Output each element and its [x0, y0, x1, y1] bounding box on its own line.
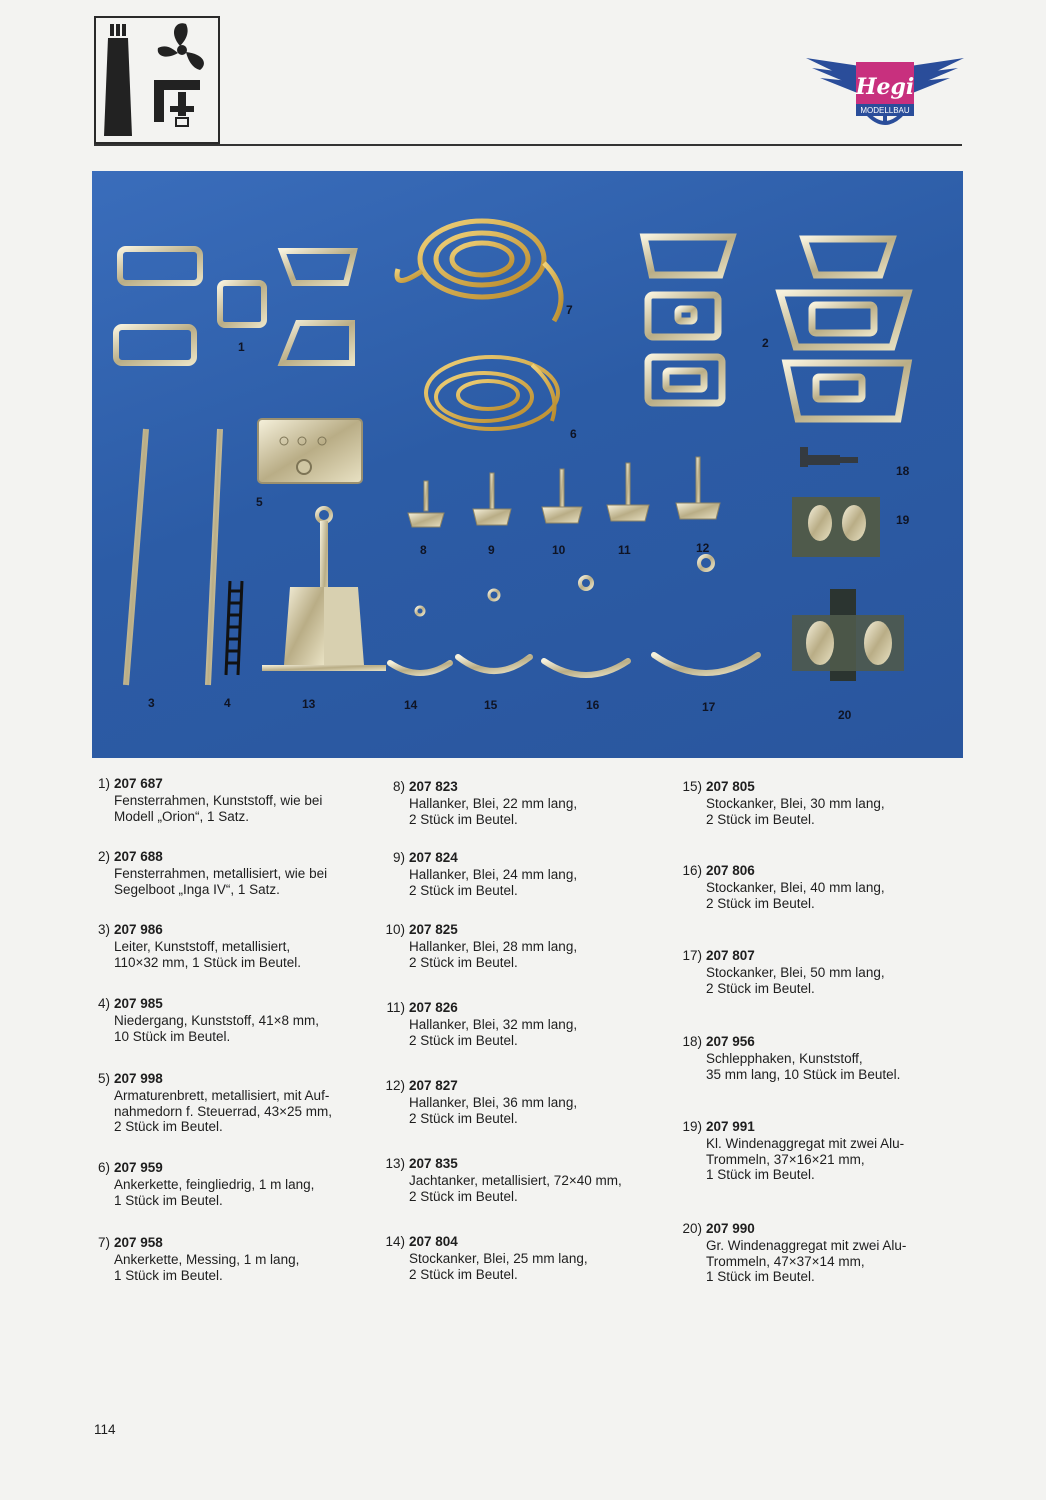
item-code: 207 827 — [409, 1078, 458, 1093]
hegi-modellbau-logo — [806, 54, 964, 130]
product-photo — [92, 171, 963, 758]
item-index: 17) — [682, 948, 702, 963]
item-index: 2) — [97, 849, 110, 864]
item-description: Gr. Windenaggregat mit zwei Alu- Trommeln, 47×37×14 mm, 1 Stück im Beutel. — [706, 1238, 907, 1284]
photo-label-17: 17 — [702, 700, 716, 714]
item-code: 207 991 — [706, 1119, 755, 1134]
photo-label-12: 12 — [696, 541, 710, 555]
photo-label-11: 11 — [618, 543, 631, 557]
item-description: Hallanker, Blei, 36 mm lang, 2 Stück im Beutel. — [409, 1095, 578, 1126]
item-code: 207 805 — [706, 779, 755, 794]
anchor-chain-fine — [426, 357, 558, 429]
item-code: 207 958 — [114, 1235, 163, 1250]
item-description: Jachtanker, metallisiert, 72×40 mm, 2 Stück im Beutel. — [409, 1173, 622, 1204]
small-winch — [792, 497, 880, 557]
photo-label-19: 19 — [896, 513, 910, 527]
item-index: 13) — [385, 1156, 405, 1171]
item-description: Fensterrahmen, metallisiert, wie bei Segelboot „Inga IV“, 1 Satz. — [114, 866, 328, 897]
item-description: Ankerkette, feingliedrig, 1 m lang, 1 Stück im Beutel. — [114, 1177, 315, 1208]
photo-label-8: 8 — [420, 543, 427, 557]
photo-label-18: 18 — [896, 464, 910, 478]
logo-subtext: MODELLBAU — [860, 106, 910, 115]
item-description: Stockanker, Blei, 50 mm lang, 2 Stück im Beutel. — [706, 965, 885, 996]
item-code: 207 826 — [409, 1000, 458, 1015]
item-description: Leiter, Kunststoff, metallisiert, 110×32 mm, 1 Stück im Beutel. — [114, 939, 301, 970]
logo-text: Hegi — [855, 74, 915, 100]
photo-label-13: 13 — [302, 697, 316, 711]
item-index: 4) — [97, 996, 110, 1011]
photo-label-3: 3 — [148, 696, 155, 710]
companionway-ladder — [226, 581, 242, 675]
item-description: Hallanker, Blei, 28 mm lang, 2 Stück im Beutel. — [409, 939, 578, 970]
item-index: 18) — [682, 1034, 702, 1049]
window-frames-metallized — [644, 237, 908, 419]
item-description: Fensterrahmen, Kunststoff, wie bei Modell „Orion“, 1 Satz. — [114, 793, 323, 824]
item-description: Schlepphaken, Kunststoff, 35 mm lang, 10 Stück im Beutel. — [706, 1051, 901, 1082]
photo-label-15: 15 — [484, 698, 498, 712]
item-index: 7) — [97, 1235, 110, 1250]
item-code: 207 825 — [409, 922, 458, 937]
item-code: 207 959 — [114, 1160, 163, 1175]
dashboard-panel — [258, 419, 362, 483]
item-index: 20) — [682, 1221, 702, 1236]
item-index: 15) — [682, 779, 702, 794]
photo-label-6: 6 — [570, 427, 577, 441]
item-index: 16) — [682, 863, 702, 878]
stock-anchors — [390, 556, 758, 675]
item-code: 207 824 — [409, 850, 458, 865]
photo-label-5: 5 — [256, 495, 263, 509]
yacht-anchor — [262, 508, 386, 671]
item-description: Hallanker, Blei, 24 mm lang, 2 Stück im Beutel. — [409, 867, 578, 898]
item-index: 1) — [97, 776, 110, 791]
item-description: Hallanker, Blei, 22 mm lang, 2 Stück im Beutel. — [409, 796, 578, 827]
item-index: 6) — [97, 1160, 110, 1175]
item-code: 207 956 — [706, 1034, 755, 1049]
photo-label-10: 10 — [552, 543, 566, 557]
item-description: Niedergang, Kunststoff, 41×8 mm, 10 Stück im Beutel. — [114, 1013, 319, 1044]
item-description: Armaturenbrett, metallisiert, mit Auf- nahmedorn f. Steuerrad, 43×25 mm, 2 Stück im Beutel. — [114, 1088, 332, 1134]
header-rule — [94, 144, 962, 146]
item-description: Stockanker, Blei, 30 mm lang, 2 Stück im Beutel. — [706, 796, 885, 827]
photo-label-20: 20 — [838, 708, 852, 722]
item-index: 12) — [385, 1078, 405, 1093]
item-index: 11) — [386, 1000, 405, 1015]
ladder — [126, 429, 220, 685]
item-code: 207 986 — [114, 922, 163, 937]
item-index: 8) — [392, 779, 405, 794]
window-frames-plastic — [116, 249, 354, 363]
item-code: 207 835 — [409, 1156, 458, 1171]
anchor-chain-brass — [397, 221, 561, 321]
item-description: Ankerkette, Messing, 1 m lang, 1 Stück im Beutel. — [114, 1252, 300, 1283]
item-code: 207 806 — [706, 863, 755, 878]
item-code: 207 804 — [409, 1234, 458, 1249]
photo-label-1: 1 — [238, 340, 245, 354]
photo-label-2: 2 — [762, 336, 769, 350]
towing-hook — [800, 447, 858, 467]
photo-label-16: 16 — [586, 698, 600, 712]
item-code: 207 687 — [114, 776, 163, 791]
item-index: 5) — [97, 1071, 110, 1086]
item-code: 207 807 — [706, 948, 755, 963]
item-description: Kl. Windenaggregat mit zwei Alu- Trommeln, 37×16×21 mm, 1 Stück im Beutel. — [706, 1136, 905, 1182]
photo-label-4: 4 — [224, 696, 231, 710]
stockless-anchors — [408, 457, 720, 527]
item-description: Stockanker, Blei, 40 mm lang, 2 Stück im Beutel. — [706, 880, 885, 911]
item-code: 207 998 — [114, 1071, 163, 1086]
photo-label-9: 9 — [488, 543, 495, 557]
item-index: 19) — [682, 1119, 702, 1134]
item-index: 14) — [385, 1234, 405, 1249]
workshop-pictogram-icon — [94, 16, 220, 144]
page-number: 114 — [94, 1422, 116, 1437]
photo-label-7: 7 — [566, 303, 573, 317]
item-code: 207 688 — [114, 849, 163, 864]
photo-label-14: 14 — [404, 698, 418, 712]
item-index: 9) — [392, 850, 405, 865]
item-index: 10) — [385, 922, 405, 937]
item-code: 207 985 — [114, 996, 163, 1011]
item-description: Hallanker, Blei, 32 mm lang, 2 Stück im Beutel. — [409, 1017, 578, 1048]
item-index: 3) — [97, 922, 110, 937]
item-code: 207 990 — [706, 1221, 755, 1236]
item-description: Stockanker, Blei, 25 mm lang, 2 Stück im Beutel. — [409, 1251, 588, 1282]
item-code: 207 823 — [409, 779, 458, 794]
large-winch — [792, 589, 904, 681]
